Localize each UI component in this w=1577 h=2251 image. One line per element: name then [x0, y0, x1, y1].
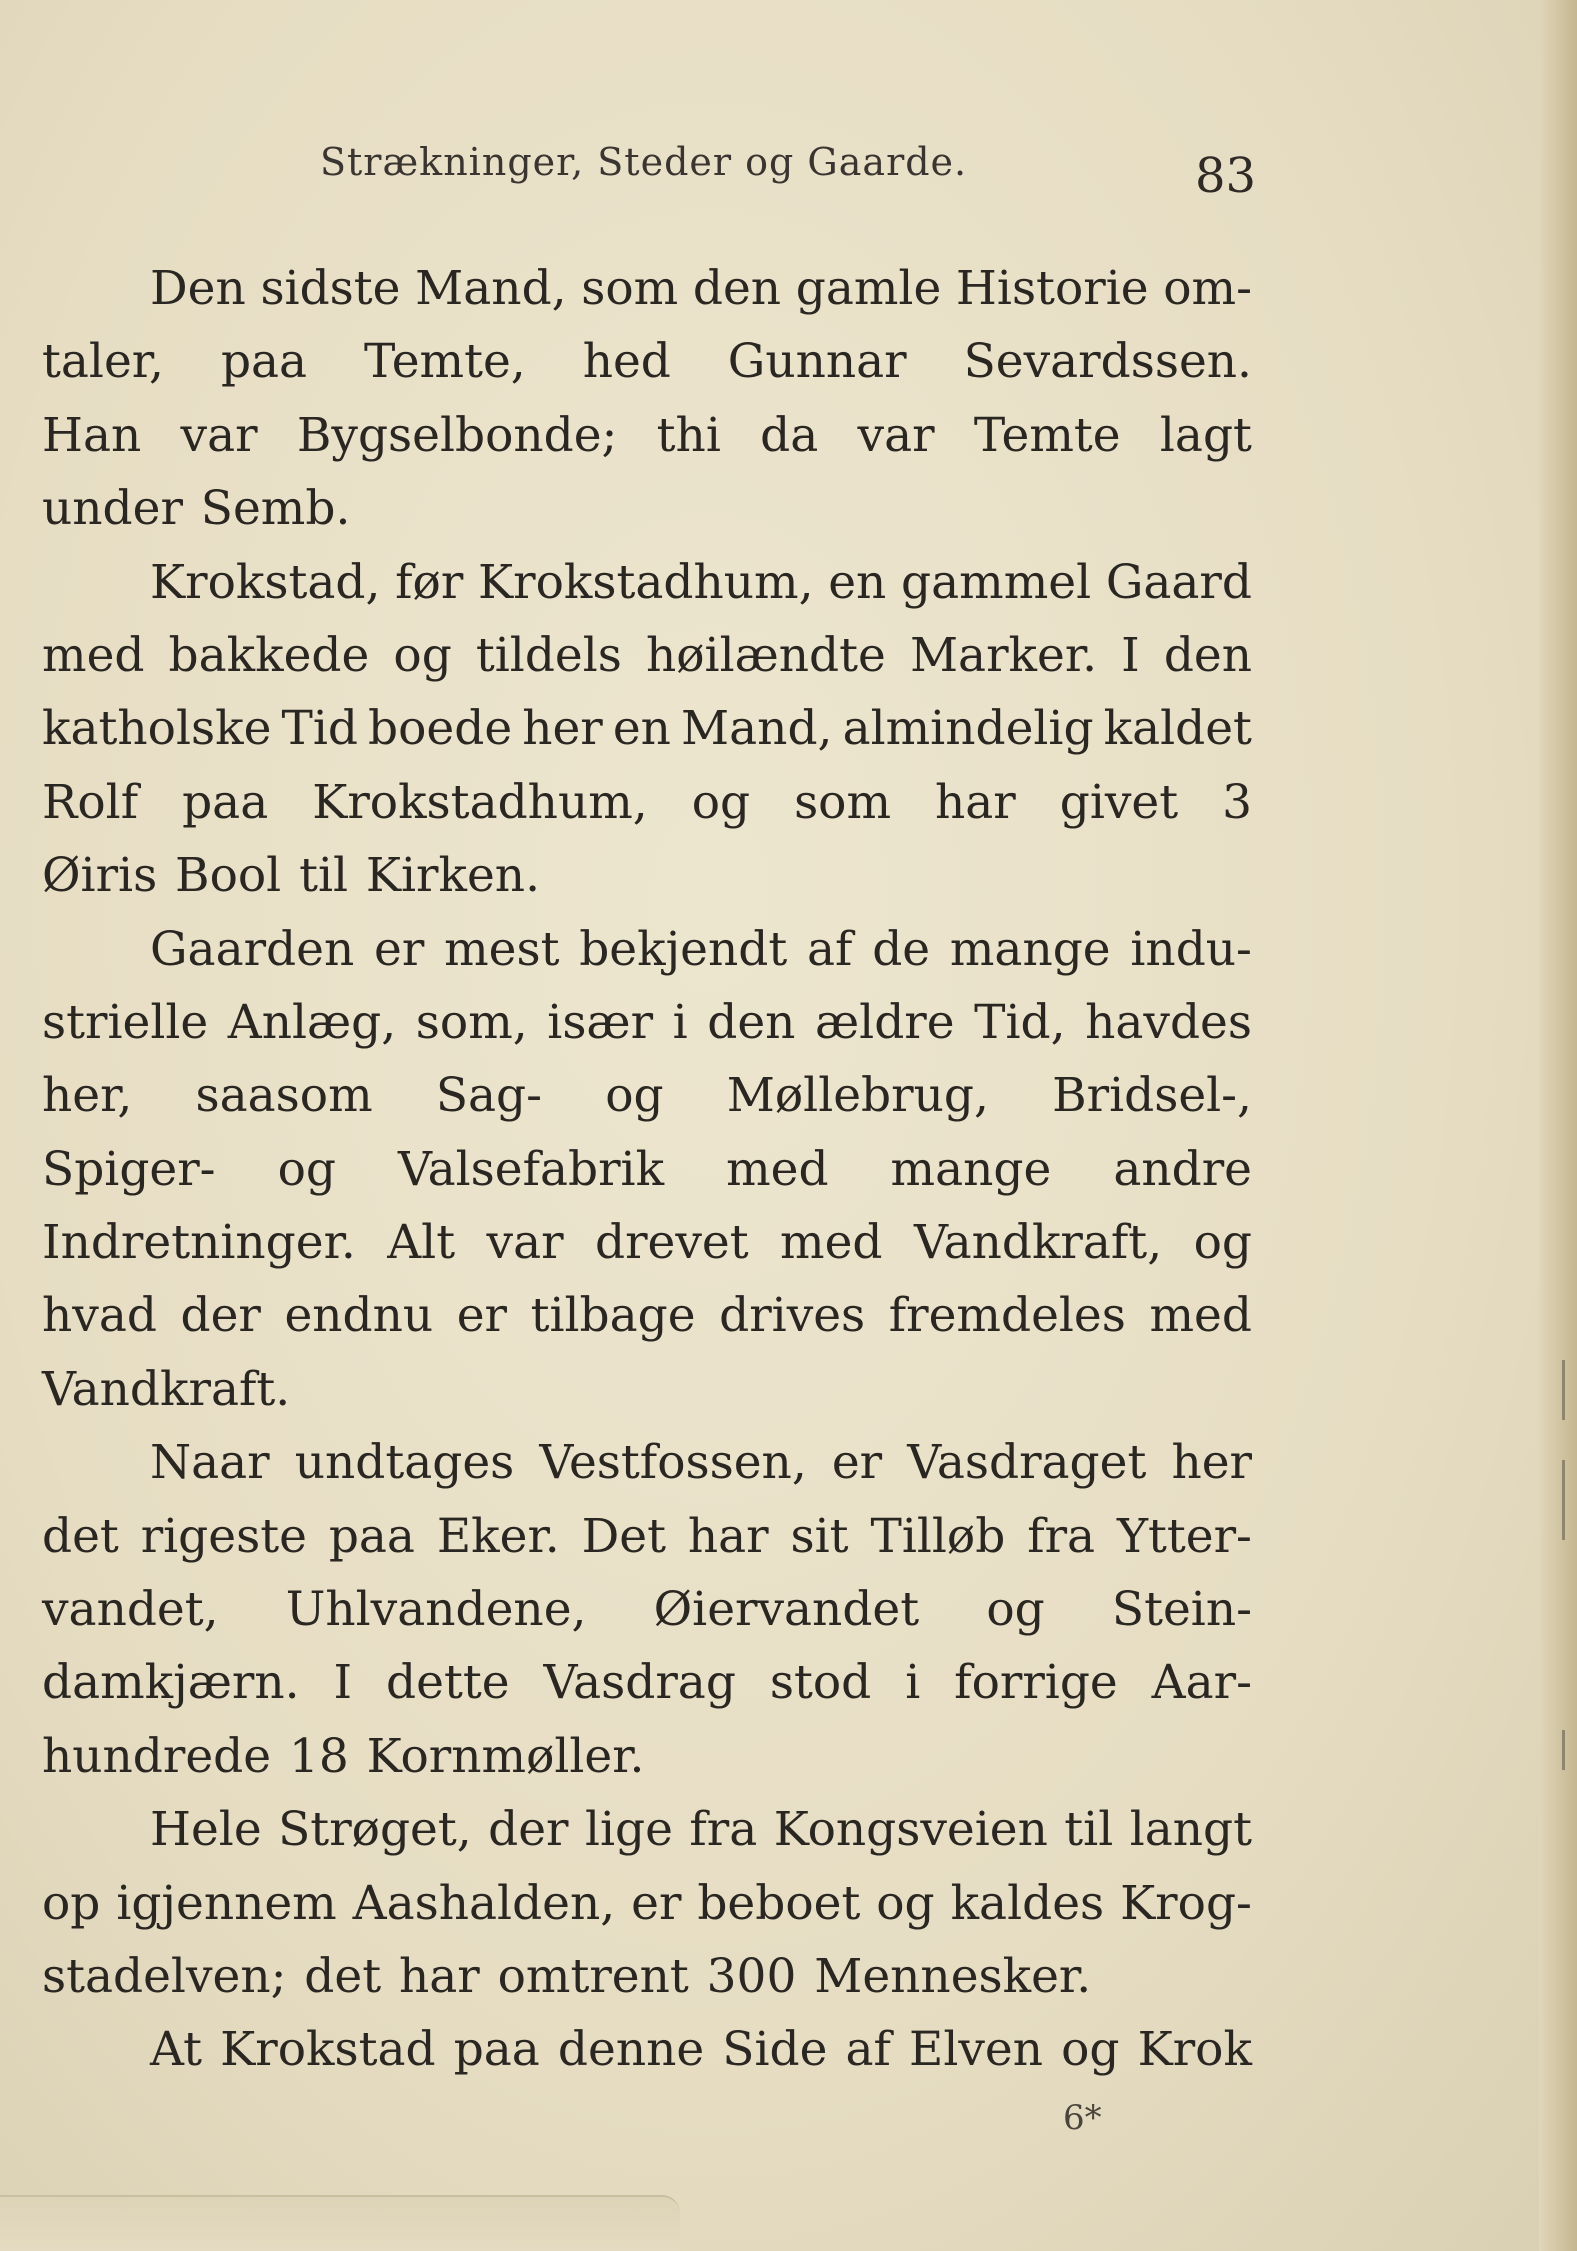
word: Krog-	[1120, 1875, 1252, 1931]
word: stod	[769, 1655, 872, 1711]
word: Naar	[150, 1435, 270, 1491]
word: de	[872, 921, 931, 977]
word: Vestfossen,	[539, 1435, 807, 1491]
word: Tid	[281, 701, 358, 757]
word: 18	[288, 1728, 349, 1784]
word: og	[1193, 1215, 1252, 1271]
word: og	[876, 1875, 935, 1931]
word: sidste	[260, 261, 401, 316]
word: endnu	[284, 1288, 434, 1344]
word: især	[547, 994, 654, 1050]
word: Mennesker.	[814, 1948, 1092, 2004]
word: det	[42, 1508, 119, 1564]
word: Mand,	[415, 261, 567, 316]
word: med	[726, 1141, 829, 1197]
word: har	[935, 774, 1016, 830]
text-line	[42, 1206, 1252, 1279]
word: Vasdrag	[543, 1655, 736, 1711]
word: hundrede	[42, 1728, 272, 1784]
signature-mark: 6*	[1063, 2098, 1102, 2138]
text-line	[42, 252, 1252, 325]
text-line	[42, 1353, 1252, 1426]
word: Historie	[955, 261, 1149, 316]
word: som	[794, 774, 892, 830]
word: fra	[689, 1802, 758, 1858]
word: Stein-	[1111, 1582, 1252, 1638]
word: Han	[42, 407, 142, 463]
word: Ytter-	[1116, 1508, 1252, 1564]
word: Valsefabrik	[397, 1141, 665, 1197]
word: og	[1061, 2022, 1120, 2078]
text-line	[42, 1940, 1252, 2013]
word: Anlæg,	[227, 994, 397, 1050]
word: paa	[182, 774, 269, 830]
word: At	[150, 2022, 203, 2078]
word: Temte,	[364, 334, 526, 390]
word: Tilløb	[870, 1508, 1006, 1564]
page-number: 83	[1195, 148, 1257, 204]
text-line	[42, 839, 1252, 912]
word: kaldes	[950, 1875, 1105, 1931]
word: der	[180, 1288, 261, 1344]
text-line	[42, 619, 1252, 692]
text-line	[42, 986, 1252, 1059]
word: er	[456, 1288, 508, 1344]
word: Uhlvandene,	[285, 1582, 587, 1638]
word: her	[522, 701, 603, 757]
word: drives	[719, 1288, 866, 1344]
word: havdes	[1085, 994, 1252, 1050]
word: saasom	[195, 1068, 373, 1124]
text-line	[42, 1426, 1252, 1499]
text-line	[42, 472, 1252, 545]
word: rigeste	[140, 1508, 307, 1564]
word: mest	[444, 921, 560, 977]
word: I	[1121, 627, 1140, 683]
word: 3	[1222, 774, 1252, 830]
word: den	[1163, 627, 1252, 683]
word: op	[42, 1875, 101, 1931]
word: Sag-	[435, 1068, 543, 1124]
page-bottom-edge	[0, 2195, 680, 2251]
word: Eker.	[436, 1508, 560, 1564]
word: Krokstadhum,	[478, 554, 814, 610]
text-line	[42, 1793, 1252, 1866]
word: Gaarden	[150, 921, 355, 977]
word: thi	[656, 407, 721, 463]
word: stadelven;	[42, 1948, 287, 2004]
word: en	[828, 554, 887, 610]
word: tildels	[475, 627, 622, 683]
word: katholske	[42, 701, 272, 757]
word: tilbage	[530, 1288, 696, 1344]
text-line	[42, 1059, 1252, 1132]
word: strielle	[42, 994, 209, 1050]
word: Bool	[175, 848, 282, 904]
word: I	[333, 1655, 353, 1711]
word: Temte	[973, 407, 1121, 463]
word: høilændte	[645, 627, 886, 683]
word: forrige	[954, 1655, 1118, 1711]
body-text	[42, 252, 1252, 2087]
word: mange	[949, 921, 1111, 977]
word: Det	[581, 1508, 666, 1564]
word: det	[304, 1948, 382, 2004]
word: af	[845, 2022, 891, 2078]
text-line	[42, 546, 1252, 619]
word: Semb.	[200, 481, 351, 537]
word: er	[374, 921, 425, 977]
word: gammel	[901, 554, 1092, 610]
word: Øiervandet	[653, 1582, 920, 1638]
word: og	[986, 1582, 1045, 1638]
word: Rolf	[42, 774, 139, 830]
word: givet	[1059, 774, 1179, 830]
word: omtrent	[497, 1948, 689, 2004]
word: andre	[1113, 1141, 1252, 1197]
word: da	[760, 407, 819, 463]
word: paa	[220, 334, 308, 390]
word: er	[631, 1875, 682, 1931]
edge-mark	[1562, 1360, 1565, 1420]
word: om-	[1163, 261, 1252, 316]
page-edge	[1539, 0, 1577, 2251]
word: Hele	[150, 1802, 262, 1858]
text-line	[42, 325, 1252, 398]
word: i	[672, 994, 688, 1050]
word: hvad	[42, 1288, 157, 1344]
word: gamle	[795, 261, 942, 316]
word: indu-	[1130, 921, 1252, 977]
text-line	[42, 1646, 1252, 1719]
word: Møllebrug,	[726, 1068, 989, 1124]
running-head: Strækninger, Steder og Gaarde.	[320, 140, 968, 184]
word: var	[857, 407, 935, 463]
text-line	[42, 1133, 1252, 1206]
text-line	[42, 2013, 1252, 2086]
word: Aashalden,	[352, 1875, 616, 1931]
word: Bygselbonde;	[296, 407, 618, 463]
word: som	[581, 261, 679, 316]
word: Strøget,	[278, 1802, 472, 1858]
word: Den	[150, 261, 246, 316]
word: Krokstad,	[150, 554, 381, 610]
edge-mark	[1562, 1460, 1565, 1540]
word: Indretninger.	[42, 1215, 356, 1271]
word: er	[831, 1435, 883, 1491]
word: her	[1171, 1435, 1252, 1491]
word: dette	[386, 1655, 510, 1711]
word: fremdeles	[888, 1288, 1126, 1344]
word: med	[780, 1215, 883, 1271]
word: Gaard	[1105, 554, 1252, 610]
word: fra	[1027, 1508, 1096, 1564]
word: Gunnar	[727, 334, 907, 390]
text-line	[42, 913, 1252, 986]
text-line	[42, 1573, 1252, 1646]
word: Tid,	[974, 994, 1066, 1050]
word: beboet	[697, 1875, 861, 1931]
word: ældre	[814, 994, 955, 1050]
word: Alt	[387, 1215, 456, 1271]
text-line	[42, 1279, 1252, 1352]
text-line	[42, 1720, 1252, 1793]
word: Sevardssen.	[963, 334, 1252, 390]
word: var	[180, 407, 258, 463]
word: Vasdraget	[907, 1435, 1147, 1491]
word: og	[393, 627, 452, 683]
word: igjennem	[116, 1875, 337, 1931]
word: og	[277, 1141, 336, 1197]
word: var	[486, 1215, 564, 1271]
word: Side	[722, 2022, 828, 2078]
word: en	[612, 701, 671, 757]
word: denne	[557, 2022, 705, 2078]
word: Aar-	[1151, 1655, 1252, 1711]
word: den	[707, 994, 796, 1050]
word: der	[488, 1802, 569, 1858]
word: Elven	[909, 2022, 1044, 2078]
word: til	[299, 848, 349, 904]
word: lagt	[1159, 407, 1252, 463]
word: og	[691, 774, 751, 830]
word: almindelig	[842, 701, 1094, 757]
word: bekjendt	[579, 921, 788, 977]
word: og	[605, 1068, 664, 1124]
text-line	[42, 1867, 1252, 1940]
word: kaldet	[1103, 701, 1252, 757]
word: Krok	[1137, 2022, 1252, 2078]
word: 300	[706, 1948, 797, 2004]
word: har	[398, 1948, 480, 2004]
word: drevet	[595, 1215, 749, 1271]
word: hed	[582, 334, 671, 390]
word: Kirken.	[365, 848, 541, 904]
word: taler,	[42, 334, 164, 390]
word: Krokstadhum,	[312, 774, 648, 830]
word: Øiris	[42, 848, 158, 904]
word: paa	[453, 2022, 540, 2078]
word: før	[395, 554, 464, 610]
word: har	[687, 1508, 769, 1564]
word: sit	[790, 1508, 849, 1564]
text-line	[42, 399, 1252, 472]
text-line	[42, 1500, 1252, 1573]
text-line	[42, 766, 1252, 839]
word: som,	[415, 994, 528, 1050]
word: Marker.	[909, 627, 1098, 683]
word: Vandkraft,	[913, 1215, 1163, 1271]
word: langt	[1129, 1802, 1252, 1858]
word: med	[42, 627, 145, 683]
word: under	[42, 481, 183, 537]
word: vandet,	[42, 1582, 219, 1638]
word: af	[807, 921, 853, 977]
word: bakkede	[168, 627, 370, 683]
word: med	[1149, 1288, 1252, 1344]
word: lige	[584, 1802, 673, 1858]
word: Krokstad	[220, 2022, 436, 2078]
edge-mark	[1562, 1730, 1565, 1770]
word: Kornmøller.	[366, 1728, 645, 1784]
text-line	[42, 692, 1252, 765]
word: Mand,	[681, 701, 833, 757]
word: damkjærn.	[42, 1655, 300, 1711]
word: undtages	[294, 1435, 515, 1491]
word: i	[905, 1655, 921, 1711]
word: paa	[328, 1508, 415, 1564]
word: mange	[890, 1141, 1052, 1197]
word: Spiger-	[42, 1141, 216, 1197]
word: til	[1064, 1802, 1114, 1858]
word: Kongsveien	[773, 1802, 1048, 1858]
word: boede	[368, 701, 513, 757]
word: den	[692, 261, 782, 316]
word: Vandkraft.	[42, 1361, 291, 1417]
word: Bridsel-,	[1052, 1068, 1252, 1124]
word: her,	[42, 1068, 133, 1124]
